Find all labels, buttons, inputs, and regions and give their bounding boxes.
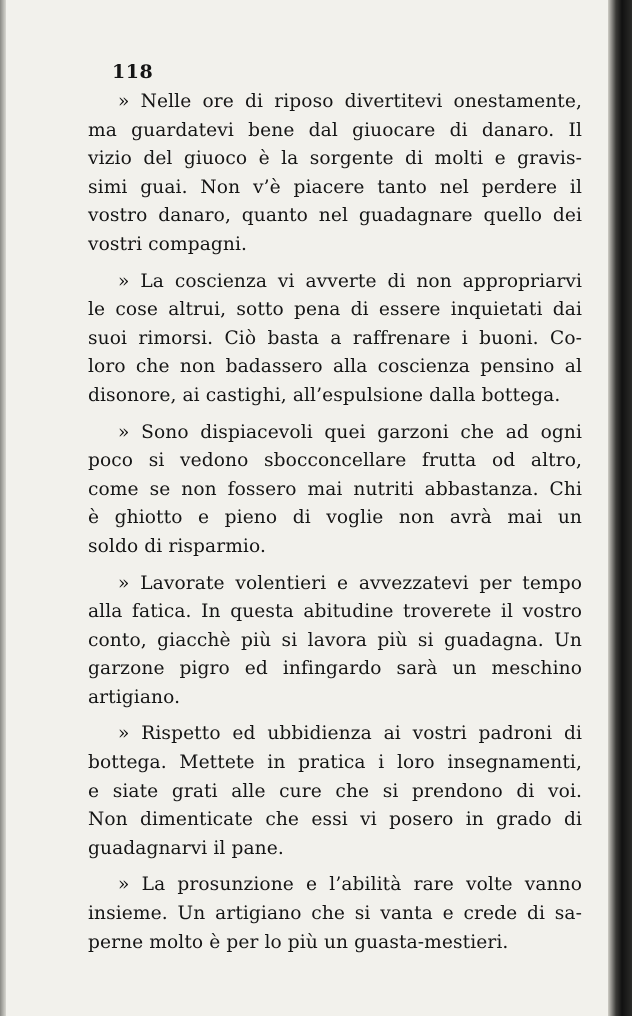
page-text-block [88, 56, 582, 965]
page-number: 118 [112, 61, 154, 83]
page-left-edge [0, 0, 6, 1016]
paragraph-work [88, 570, 582, 713]
text-line: disonore, ai castighi, all’espulsione dalla bottega. [88, 384, 561, 406]
text-line: suoi rimorsi. Ciò basta a raffrenare i buoni. Co- [88, 327, 582, 349]
text-line: perne molto è per lo più un guasta-mestieri. [88, 931, 509, 953]
text-line: soldo di risparmio. [88, 535, 266, 557]
paragraph-conscience [88, 268, 582, 411]
text-line: » La coscienza vi avverte di non appropriarvi [118, 270, 582, 292]
text-line: alla fatica. In questa abitudine troverete il vostro [88, 601, 582, 623]
text-line: le cose altrui, sotto pena di essere inquietati dai [88, 299, 582, 321]
paragraph-gambling [88, 88, 582, 260]
text-line: loro che non badassero alla coscienza pensino al [88, 356, 582, 378]
text-line: guadagnarvi il pane. [88, 837, 284, 859]
paragraph-presumption [88, 871, 582, 957]
paragraph-gluttony [88, 419, 582, 562]
text-line: simi guai. Non v’è piacere tanto nel perdere il [88, 176, 582, 198]
text-line: » La prosunzione e l’abilità rare volte vanno [118, 874, 582, 896]
text-line: come se non fossero mai nutriti abbastanza. Chi [88, 478, 582, 500]
text-line: conto, giacchè più si lavora più si guadagna. Un [88, 629, 582, 651]
text-line: » Rispetto ed ubbidienza ai vostri padroni di [118, 723, 582, 745]
text-line: poco si vedono sbocconcellare frutta od altro, [88, 450, 582, 472]
book-spine-edge [608, 0, 632, 1016]
text-line: » Sono dispiacevoli quei garzoni che ad ogni [118, 421, 582, 443]
text-line: vostro danaro, quanto nel guadagnare quello dei [88, 205, 582, 227]
text-line: bottega. Mettete in pratica i loro insegnamenti, [88, 752, 582, 774]
text-line: ma guardatevi bene dal giuocare di danaro. Il [88, 119, 582, 141]
text-line: vizio del giuoco è la sorgente di molti e gravis- [88, 148, 582, 170]
text-line: è ghiotto e pieno di voglie non avrà mai un [88, 507, 582, 529]
text-line: garzone pigro ed infingardo sarà un meschino [88, 658, 582, 680]
text-line: e siate grati alle cure che si prendono di voi. [88, 780, 582, 802]
text-line: insieme. Un artigiano che si vanta e crede di sa- [88, 903, 582, 925]
text-line: » Nelle ore di riposo divertitevi onestamente, [118, 91, 582, 112]
text-line: artigiano. [88, 686, 181, 708]
text-line: » Lavorate volentieri e avvezzatevi per tempo [118, 572, 582, 594]
text-line: vostri compagni. [88, 233, 248, 255]
paragraph-obedience [88, 720, 582, 863]
text-line: Non dimenticate che essi vi posero in grado di [88, 809, 582, 831]
